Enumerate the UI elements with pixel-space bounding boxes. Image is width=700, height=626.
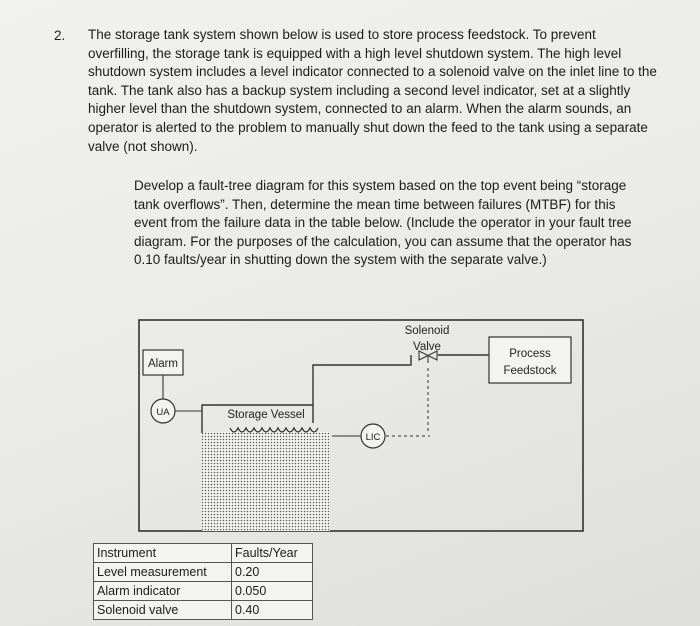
table-header-cell: Instrument [94,544,232,563]
table-row [94,582,313,601]
lic-label: LIC [365,432,381,443]
table-cell: 0.20 [232,563,313,582]
liquid-fill [202,432,330,531]
table-cell: Level measurement [94,563,232,582]
solenoid-label: Solenoid [404,325,450,337]
task-statement: Develop a fault-tree diagram for this system based on the top event being “storage tank overflows”. Then, determine the mean time between failures (MTBF) for this event from the failure data in the table below. (Include the operator in your fault tree diagram. For the purposes of the calculation, you can assume that the operator has 0.10 faults/year in shutting down the system with the separate valve.) [134,178,632,268]
table-header-row [94,544,313,563]
uia-label: UA [156,407,170,418]
table-cell: Solenoid valve [94,601,232,620]
inlet-pipe [313,355,411,423]
process-label: Process [509,348,551,360]
table-row [94,563,313,582]
liquid-surface [230,428,318,432]
problem-statement: The storage tank system shown below is used to store process feedstock. To prevent overfilling, the storage tank is equipped with a high level shutdown system. The high level shutdown system includes a level indicator connected to a solenoid valve on the inlet line to the tank. The tank also has a backup system including a second level indicator, set at a slightly higher level than the shutdown system, connected to an alarm. When the alarm sounds, an operator is alerted to the problem to manually shut down the feed to the tank using a separate valve (not shown). [88,27,657,154]
valve-label: Valve [413,341,441,353]
table-cell: Alarm indicator [94,582,232,601]
table-cell: 0.40 [232,601,313,620]
alarm-label: Alarm [147,358,179,370]
failure-data-table [93,543,313,620]
storage-vessel-label: Storage Vessel [227,409,305,421]
table-cell: 0.050 [232,582,313,601]
table-row [94,601,313,620]
feedstock-label: Feedstock [503,365,557,377]
table-header-cell: Faults/Year [232,544,313,563]
question-number: 2. [54,28,66,43]
